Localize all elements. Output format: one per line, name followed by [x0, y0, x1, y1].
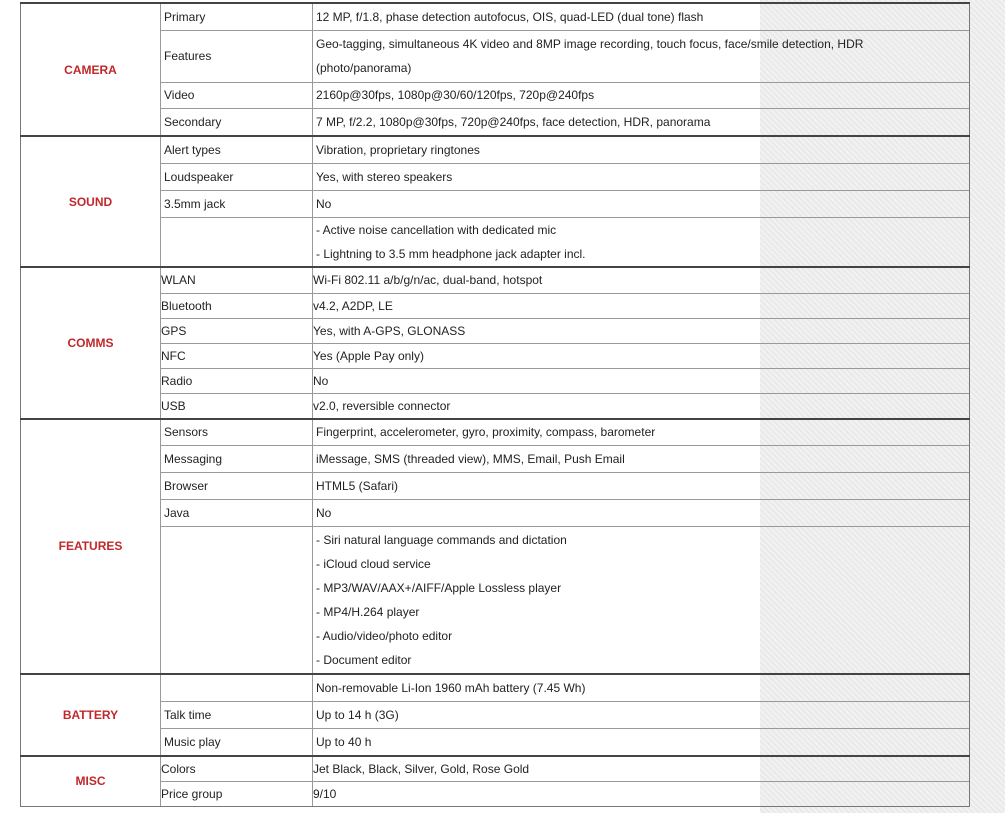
spec-row — [21, 500, 970, 527]
spec-label: Java — [161, 500, 313, 527]
spec-value-line: - Active noise cancellation with dedicated mic — [316, 222, 557, 237]
spec-row — [21, 446, 970, 473]
spec-value-line: Jet Black, Black, Silver, Gold, Rose Gold — [313, 761, 530, 776]
spec-value-line: 7 MP, f/2.2, 1080p@30fps, 720p@240fps, face detection, HDR, panorama — [316, 114, 711, 129]
spec-value-line: Up to 40 h — [316, 734, 372, 749]
section-title-sound: SOUND — [21, 136, 161, 267]
spec-value-line: Up to 14 h (3G) — [316, 708, 399, 722]
spec-value-line: No — [316, 506, 332, 520]
spec-value — [313, 108, 970, 136]
spec-row — [21, 419, 970, 446]
spec-value-line: Non-removable Li-Ion 1960 mAh battery (7.45 Wh) — [316, 680, 586, 695]
spec-row — [21, 729, 970, 756]
spec-value — [313, 674, 970, 702]
spec-value-line: (photo/panorama) — [316, 61, 412, 75]
spec-value-line: No — [316, 196, 332, 211]
spec-value-line: Vibration, proprietary ringtones — [316, 142, 480, 157]
specs-table — [20, 2, 970, 807]
spec-label: Sensors — [161, 419, 313, 446]
spec-value-line: - Lightning to 3.5 mm headphone jack adapter incl. — [316, 246, 586, 261]
spec-value — [313, 419, 970, 446]
spec-label: Primary — [161, 3, 313, 30]
spec-value-line: - Audio/video/photo editor — [316, 628, 453, 643]
spec-row — [21, 473, 970, 500]
spec-value-line: HTML5 (Safari) — [316, 479, 399, 493]
spec-row — [21, 756, 970, 782]
spec-label: GPS — [161, 318, 313, 343]
spec-row — [21, 82, 970, 108]
spec-value-line: - MP3/WAV/AAX+/AIFF/Apple Lossless player — [316, 580, 562, 595]
spec-label: WLAN — [161, 267, 313, 293]
spec-label: Secondary — [161, 108, 313, 136]
spec-label: Radio — [161, 368, 313, 393]
spec-value — [313, 756, 970, 782]
spec-row — [21, 368, 970, 393]
section-title-comms: COMMS — [21, 267, 161, 419]
spec-value — [313, 163, 970, 190]
spec-row — [21, 293, 970, 318]
spec-value-line: v4.2, A2DP, LE — [313, 298, 393, 313]
spec-value-line: - Document editor — [316, 652, 412, 667]
spec-label: Loudspeaker — [161, 163, 313, 190]
spec-value-line: 2160p@30fps, 1080p@30/60/120fps, 720p@240fps — [316, 88, 595, 102]
section-title-battery: BATTERY — [21, 674, 161, 756]
spec-label — [161, 527, 313, 674]
spec-label: Browser — [161, 473, 313, 500]
spec-label: Video — [161, 82, 313, 108]
spec-row — [21, 30, 970, 82]
spec-value-line: Yes, with A-GPS, GLONASS — [313, 323, 466, 338]
spec-label: USB — [161, 393, 313, 419]
spec-value-line: iMessage, SMS (threaded view), MMS, Email, Push Email — [316, 452, 625, 466]
spec-value — [313, 729, 970, 756]
spec-value — [313, 318, 970, 343]
spec-row — [21, 3, 970, 30]
spec-value — [313, 293, 970, 318]
spec-row — [21, 108, 970, 136]
spec-value — [313, 368, 970, 393]
spec-row — [21, 163, 970, 190]
spec-value — [313, 217, 970, 267]
spec-value — [313, 82, 970, 108]
spec-label: Price group — [161, 782, 313, 807]
spec-value — [313, 527, 970, 674]
spec-value — [313, 500, 970, 527]
spec-row — [21, 318, 970, 343]
spec-row — [21, 527, 970, 674]
spec-value-line: Geo-tagging, simultaneous 4K video and 8MP image recording, touch focus, face/smile detection, HDR — [316, 37, 864, 51]
spec-label: Messaging — [161, 446, 313, 473]
spec-value-line: Yes (Apple Pay only) — [313, 348, 424, 363]
spec-row — [21, 136, 970, 163]
section-title-features: FEATURES — [21, 419, 161, 674]
spec-row — [21, 343, 970, 368]
spec-value-line: 9/10 — [313, 787, 337, 801]
spec-label: Colors — [161, 756, 313, 782]
spec-value-line: Wi-Fi 802.11 a/b/g/n/ac, dual-band, hotspot — [313, 273, 543, 288]
spec-value-line: - MP4/H.264 player — [316, 604, 420, 619]
spec-label: Features — [161, 30, 313, 82]
spec-row — [21, 393, 970, 419]
spec-label: Alert types — [161, 136, 313, 163]
spec-label — [161, 217, 313, 267]
spec-label: NFC — [161, 343, 313, 368]
spec-row — [21, 674, 970, 702]
spec-value-line: Fingerprint, accelerometer, gyro, proximity, compass, barometer — [316, 425, 656, 440]
spec-value — [313, 473, 970, 500]
spec-label: Talk time — [161, 702, 313, 729]
spec-value-line: - iCloud cloud service — [316, 556, 431, 571]
spec-value-line: Yes, with stereo speakers — [316, 169, 453, 184]
spec-value-line: No — [313, 373, 329, 388]
spec-label: Music play — [161, 729, 313, 756]
section-title-camera: CAMERA — [21, 3, 161, 136]
spec-row — [21, 782, 970, 807]
spec-row — [21, 267, 970, 293]
spec-value — [313, 343, 970, 368]
spec-row — [21, 217, 970, 267]
spec-value — [313, 267, 970, 293]
spec-value-line: v2.0, reversible connector — [313, 398, 451, 413]
section-title-misc: MISC — [21, 756, 161, 807]
spec-value — [313, 782, 970, 807]
spec-label — [161, 674, 313, 702]
spec-value — [313, 446, 970, 473]
spec-value-line: 12 MP, f/1.8, phase detection autofocus, OIS, quad-LED (dual tone) flash — [316, 9, 704, 24]
spec-row — [21, 190, 970, 217]
spec-value — [313, 30, 970, 82]
spec-value — [313, 190, 970, 217]
spec-label: 3.5mm jack — [161, 190, 313, 217]
spec-value — [313, 393, 970, 419]
spec-value-line: - Siri natural language commands and dictation — [316, 532, 567, 547]
spec-value — [313, 136, 970, 163]
spec-label: Bluetooth — [161, 293, 313, 318]
spec-value — [313, 3, 970, 30]
spec-value — [313, 702, 970, 729]
spec-row — [21, 702, 970, 729]
